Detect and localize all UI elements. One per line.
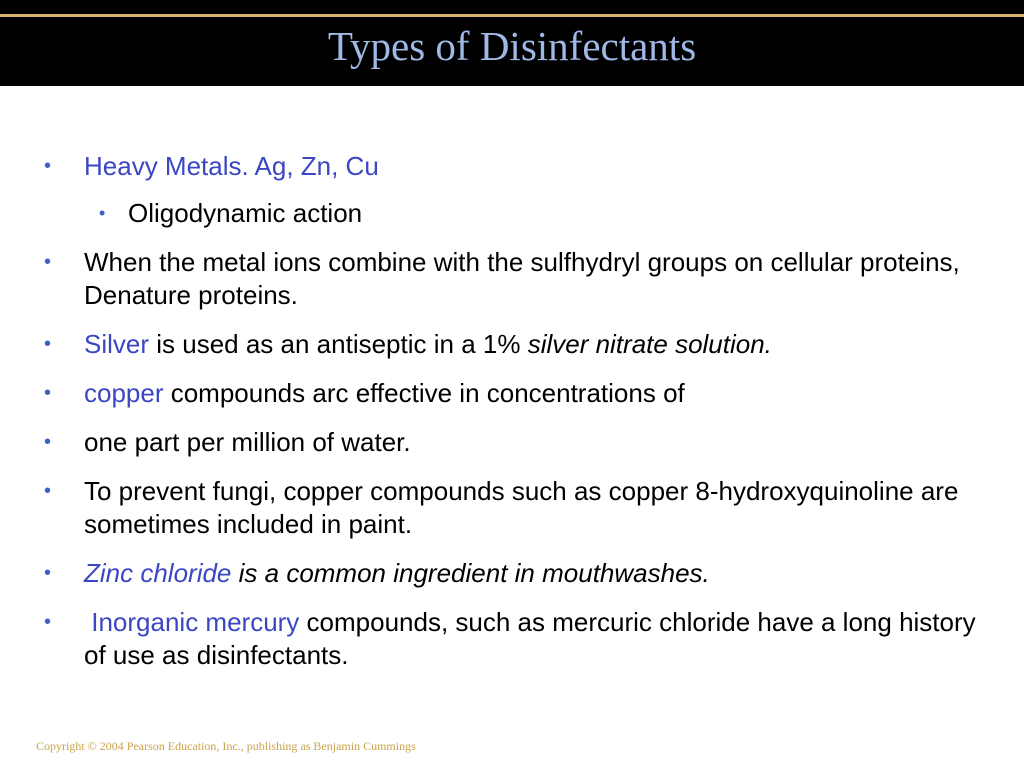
bullet-prevent-fungi [0,475,1024,541]
bullet-text: compounds arc effective in concentrations of [163,378,685,408]
bullet-italic-text: silver nitrate solution. [527,329,772,359]
bullet-inorganic-mercury [0,606,1024,672]
copyright-footer: Copyright © 2004 Pearson Education, Inc., publishing as Benjamin Cummings [36,739,416,753]
bullet-term: Inorganic mercury [91,607,300,637]
bullet-text: is used as an antiseptic in a 1% [149,329,528,359]
slide-title: Types of Disinfectants [327,23,697,69]
sub-bullet-oligodynamic [0,197,1024,230]
bullet-icon: • [44,333,52,355]
bullet-one-part-per-million [0,426,1024,459]
bullet-icon: • [44,251,52,273]
title-rule [0,14,1024,17]
bullet-zinc-chloride [0,557,1024,590]
bullet-term: Zinc chloride [84,558,232,588]
bullet-icon: • [44,382,52,404]
bullet-icon: • [44,431,52,453]
bullet-icon: • [44,155,52,177]
bullet-text: Oligodynamic action [128,198,363,228]
bullet-text: When the metal ions combine with the sulfhydryl groups on cellular proteins, Denature proteins. [84,247,960,310]
bullet-icon: • [44,611,52,633]
bullet-list [0,150,1024,688]
bullet-heavy-metals [0,150,1024,183]
bullet-text: one part per million of water. [84,427,411,457]
bullet-icon: • [99,203,106,223]
bullet-text: compounds, such as mercuric chloride have a long history of use as disinfectants. [84,607,976,670]
bullet-icon: • [44,480,52,502]
bullet-copper [0,377,1024,410]
bullet-term: copper [84,378,164,408]
bullet-italic-text: is a common ingredient in mouthwashes. [231,558,710,588]
bullet-text: Heavy Metals. Ag, Zn, Cu [84,151,379,181]
bullet-icon: • [44,562,52,584]
bullet-text: To prevent fungi, copper compounds such as copper 8-hydroxyquinoline are sometimes included in paint. [84,476,959,539]
bullet-metal-ions [0,246,1024,312]
bullet-silver [0,328,1024,361]
title-bar [0,0,1024,86]
bullet-term: Silver [84,329,150,359]
